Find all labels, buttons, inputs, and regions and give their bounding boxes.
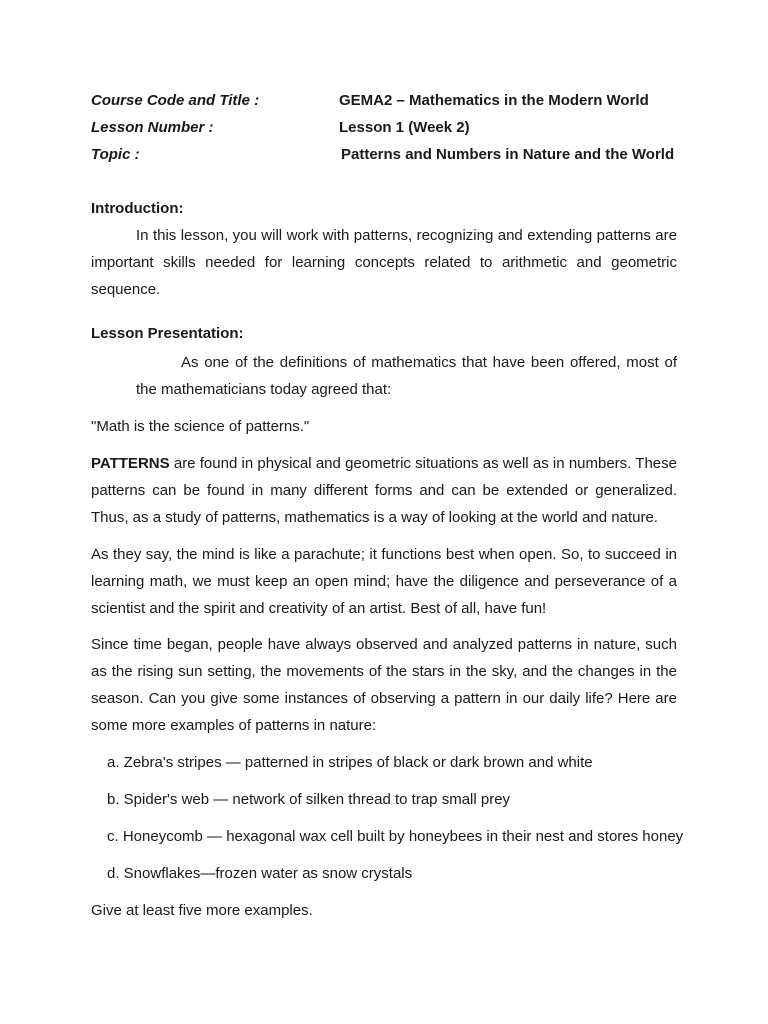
example-snowflakes: d. Snowflakes—frozen water as snow crystals <box>107 865 413 882</box>
example-zebra: a. Zebra's stripes — patterned in stripes of black or dark brown and white <box>107 754 593 771</box>
example-spider-web: b. Spider's web — network of silken thread to trap small prey <box>107 791 511 808</box>
course-value: GEMA2 – Mathematics in the Modern World <box>339 92 649 109</box>
math-quote: "Math is the science of patterns." <box>91 418 310 435</box>
course-label: Course Code and Title : <box>91 92 260 109</box>
since-time-paragraph: Since time began, people have always observed and analyzed patterns in nature, such as the rising sun setting, the movements of the stars in the sky, and the changes in the season. Can you give some instances of observing a pattern in our daily life? Here are some more examples of patterns in nature: <box>91 636 677 734</box>
presentation-intro: As one of the definitions of mathematics that have been offered, most of the mathematicians today agreed that: <box>136 354 677 398</box>
parachute-paragraph: As they say, the mind is like a parachute; it functions best when open. So, to succeed in learning math, we must keep an open mind; have the diligence and perseverance of a scientist and the spirit and creativity of an artist. Best of all, have fun! <box>91 546 677 617</box>
lesson-number-label: Lesson Number : <box>91 119 214 136</box>
lesson-number-value: Lesson 1 (Week 2) <box>339 119 470 136</box>
patterns-term: PATTERNS <box>91 455 170 472</box>
task-text: Give at least five more examples. <box>91 902 313 919</box>
topic-value: Patterns and Numbers in Nature and the World <box>341 146 675 163</box>
topic-label: Topic : <box>91 146 140 163</box>
example-honeycomb: c. Honeycomb — hexagonal wax cell built by honeybees in their nest and stores honey <box>107 828 684 845</box>
introduction-heading: Introduction: <box>91 200 184 217</box>
presentation-heading: Lesson Presentation: <box>91 325 244 342</box>
patterns-text: are found in physical and geometric situations as well as in numbers. These patterns can be found in many different forms and can be extended or generalized. Thus, as a study of patterns, mathematics is a way of looking at the world and nature. <box>91 455 677 526</box>
patterns-paragraph <box>91 450 677 531</box>
introduction-text: In this lesson, you will work with patterns, recognizing and extending patterns are important skills needed for learning concepts related to arithmetic and geometric sequence. <box>91 227 677 298</box>
